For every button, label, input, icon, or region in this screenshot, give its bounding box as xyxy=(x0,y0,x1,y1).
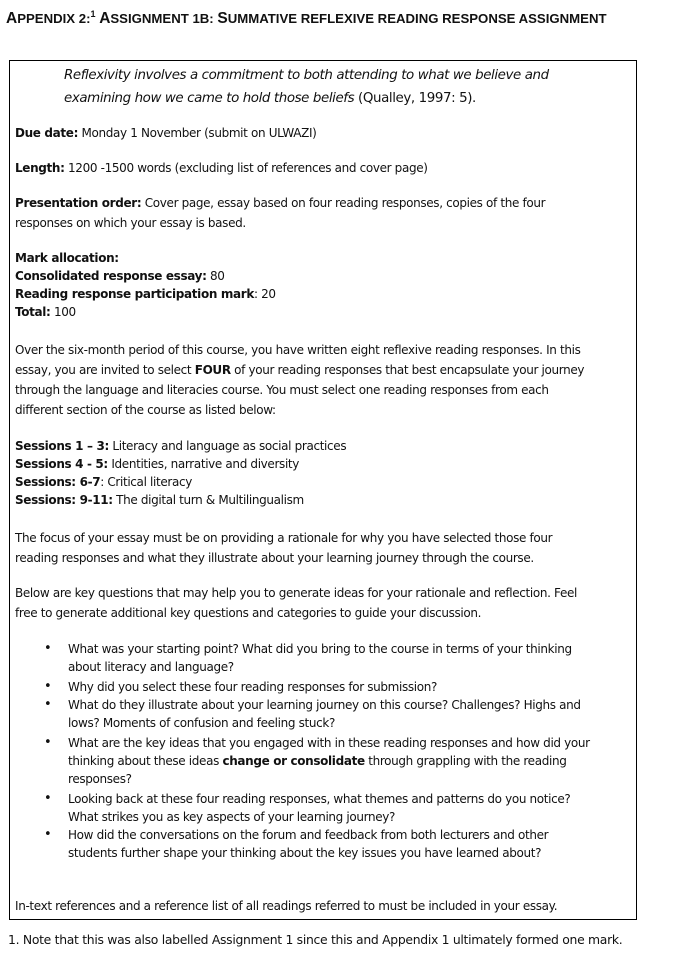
heading-assignment-text: SSIGNMENT 1B: xyxy=(110,11,218,26)
question-line xyxy=(68,752,567,770)
footnote-reference: 1 xyxy=(90,9,96,19)
questions-intro-line: Below are key questions that may help you to generate ideas for your rationale and reflection. Feel xyxy=(15,586,577,600)
session-item xyxy=(15,455,299,473)
quote-citation: (Qualley, 1997: 5). xyxy=(354,91,476,106)
session-label: Sessions: 9-11: xyxy=(15,493,113,507)
session-item xyxy=(15,473,192,491)
mark-allocation-title xyxy=(15,249,119,267)
mark-item-label: Reading response participation mark xyxy=(15,287,254,301)
presentation-order-label: Presentation order: xyxy=(15,196,142,210)
heading-assignment-initial: A xyxy=(99,10,111,27)
quote-italic-text: Reflexivity involves a commitment to both attending to what we believe and xyxy=(64,68,549,83)
length xyxy=(15,159,428,177)
session-item xyxy=(15,491,304,509)
questions-intro-line: free to generate additional key questions and categories to guide your discussion. xyxy=(15,606,482,620)
bullet-icon: • xyxy=(44,697,52,712)
due-date xyxy=(15,124,316,142)
question-line: Looking back at these four reading responses, what themes and patterns do you notice? xyxy=(68,792,571,806)
appendix-heading xyxy=(6,10,691,28)
intro-line: different section of the course as listed below: xyxy=(15,403,276,417)
bullet-icon: • xyxy=(44,679,52,694)
question-line: lows? Moments of confusion and feeling stuck? xyxy=(68,716,335,730)
session-label: Sessions 1 – 3: xyxy=(15,439,109,453)
due-date-label: Due date: xyxy=(15,126,79,140)
heading-appendix-initial: A xyxy=(6,10,18,27)
heading-appendix-text: PPENDIX 2: xyxy=(17,11,91,26)
question-line: Why did you select these four reading responses for submission? xyxy=(68,680,438,694)
question-line: How did the conversations on the forum and feedback from both lecturers and other xyxy=(68,828,549,842)
quote-line-2 xyxy=(64,87,476,110)
mark-item xyxy=(15,267,225,285)
question-line: What strikes you as key aspects of your learning journey? xyxy=(68,810,396,824)
presentation-order-line-2: responses on which your essay is based. xyxy=(15,216,246,230)
heading-summative-initial: S xyxy=(217,10,228,27)
intro-text: of your reading responses that best encapsulate your journey xyxy=(230,363,585,377)
bullet-icon: • xyxy=(44,641,52,656)
mark-allocation-title-text: Mark allocation: xyxy=(15,251,119,265)
session-topic: The digital turn & Multilingualism xyxy=(112,493,304,507)
question-emphasis: change or consolidate xyxy=(222,754,365,768)
session-item xyxy=(15,437,346,455)
quote-line-1 xyxy=(64,64,549,87)
length-label: Length: xyxy=(15,161,65,175)
length-value: 1200 -1500 words (excluding list of references and cover page) xyxy=(64,161,428,175)
heading-summative-text: UMMATIVE REFLEXIVE READING RESPONSE ASSIGNMENT xyxy=(227,11,607,26)
intro-line: Over the six-month period of this course, you have written eight reflexive reading responses. In this xyxy=(15,343,581,357)
bullet-icon: • xyxy=(44,735,52,750)
question-text: through grappling with the reading xyxy=(364,754,567,768)
bullet-icon: • xyxy=(44,791,52,806)
mark-item xyxy=(15,285,276,303)
session-label: Sessions 4 - 5: xyxy=(15,457,108,471)
session-topic: Literacy and language as social practices xyxy=(108,439,347,453)
intro-line: through the language and literacies course. You must select one reading responses from each xyxy=(15,383,549,397)
intro-text: essay, you are invited to select xyxy=(15,363,195,377)
focus-line: The focus of your essay must be on providing a rationale for why you have selected those four xyxy=(15,531,553,545)
quote-italic-text: examining how we came to hold those beliefs xyxy=(64,91,355,106)
mark-item-label: Consolidated response essay: xyxy=(15,269,207,283)
mark-item-value: : 20 xyxy=(253,287,276,301)
question-line: about literacy and language? xyxy=(68,660,234,674)
question-line: What are the key ideas that you engaged with in these reading responses and how did your xyxy=(68,736,590,750)
question-line: What do they illustrate about your learning journey on this course? Challenges? Highs and xyxy=(68,698,581,712)
presentation-order-value: Cover page, essay based on four reading responses, copies of the four xyxy=(141,196,546,210)
session-topic: Identities, narrative and diversity xyxy=(107,457,300,471)
question-line: What was your starting point? What did you bring to the course in terms of your thinking xyxy=(68,642,572,656)
question-line: students further shape your thinking about the key issues you have learned about? xyxy=(68,846,542,860)
due-date-value: Monday 1 November (submit on ULWAZI) xyxy=(78,126,317,140)
session-label: Sessions: 6-7 xyxy=(15,475,101,489)
mark-item xyxy=(15,303,76,321)
session-topic: : Critical literacy xyxy=(100,475,192,489)
mark-item-value: 100 xyxy=(50,305,76,319)
focus-line: reading responses and what they illustrate about your learning journey through the course. xyxy=(15,551,534,565)
presentation-order-line-1 xyxy=(15,194,545,212)
intro-line xyxy=(15,361,584,379)
intro-emphasis: FOUR xyxy=(194,363,231,377)
question-text: thinking about these ideas xyxy=(68,754,223,768)
references-note: In-text references and a reference list of all readings referred to must be included in your essay. xyxy=(15,899,558,913)
mark-item-value: 80 xyxy=(206,269,225,283)
bullet-icon: • xyxy=(44,827,52,842)
mark-item-label: Total: xyxy=(15,305,51,319)
footnote: 1. Note that this was also labelled Assignment 1 since this and Appendix 1 ultimately formed one mark. xyxy=(8,932,623,947)
question-line: responses? xyxy=(68,772,132,786)
